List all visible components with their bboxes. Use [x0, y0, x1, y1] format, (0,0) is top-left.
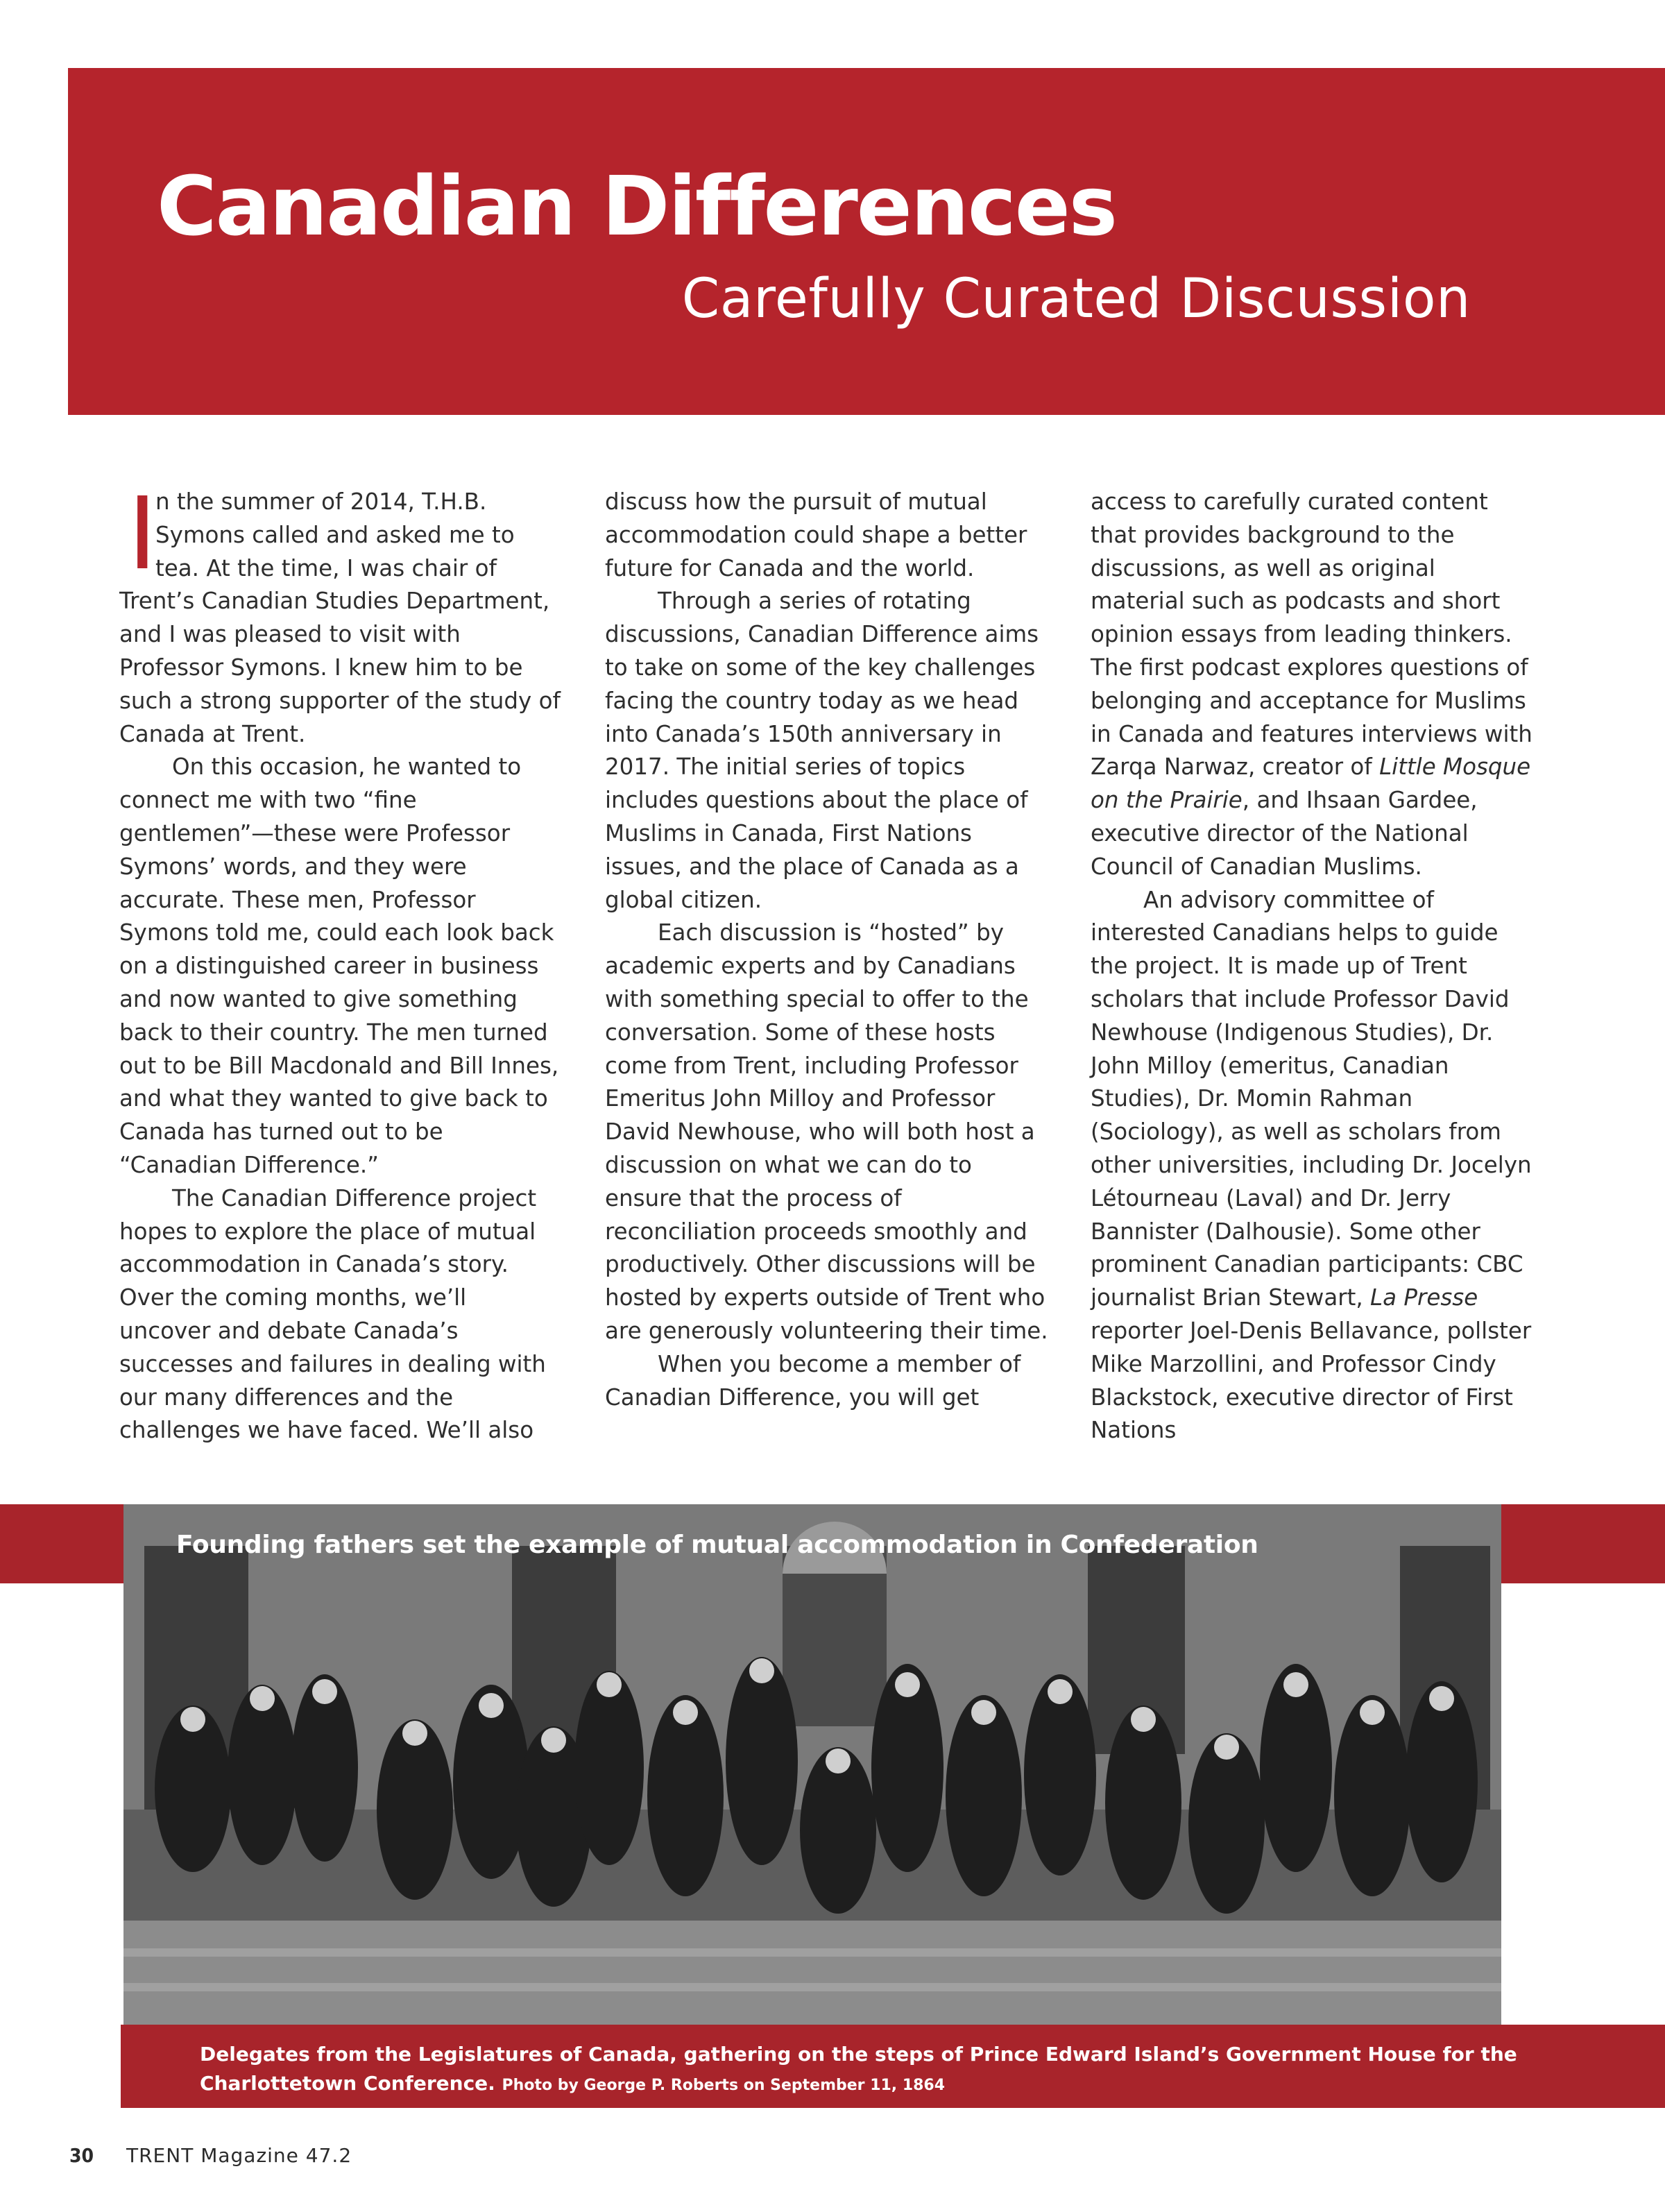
historical-photo — [123, 1504, 1501, 2025]
italic-title: Little Mosque on the Prairie — [1091, 754, 1531, 814]
paragraph: discuss how the pursuit of mutual accommodation could shape a better future for Canada and the world. — [605, 488, 1027, 581]
photo-caption — [200, 2040, 1546, 2100]
italic-title: La Presse — [1370, 1284, 1478, 1311]
article-body — [0, 475, 1665, 1457]
paragraph: The Canadian Difference project hopes to explore the place of mutual accommodation in Canada’s story. Over the coming months, we’ll uncover and debate Canada’s successes and failures in dealing with our many differences and the challenges we have faced. We’ll also — [119, 1184, 546, 1444]
article-column-1 — [119, 475, 563, 1447]
paragraph-text: , and Ihsaan Gardee, executive director of the National Council of Canadian Muslims. — [1091, 787, 1478, 880]
paragraph — [1091, 486, 1535, 884]
paragraph: Through a series of rotating discussions, Canadian Difference aims to take on some of the key challenges facing the country today as we head into Canada’s 150th anniversary in 2017. The initial series of topics includes questions about the place of Muslims in Canada, First Nations issues, and the place of Canada as a global citizen. — [605, 588, 1039, 913]
photo-credit: Photo by George P. Roberts on September 11, 1864 — [502, 2077, 946, 2094]
page-subtitle: Carefully Curated Discussion — [681, 268, 1471, 330]
page-title: Canadian Differences — [157, 158, 1117, 254]
article-column-3 — [1091, 486, 1535, 1447]
paragraph-text: access to carefully curated content that provides background to the discussions, as well as original material such as podcasts and short opinion essays from leading thinkers. The first podcast explores questions of belonging and acceptance for Muslims in Canada and features interviews with Zarqa Narwaz, creator of — [1091, 488, 1532, 781]
paragraph — [119, 475, 563, 751]
paragraph: When you become a member of Canadian Difference, you will get — [605, 1350, 1021, 1411]
magazine-name: TRENT Magazine 47.2 — [126, 2144, 352, 2167]
paragraph-text: reporter Joel-Denis Bellavance, pollster Mike Marzollini, and Professor Cindy Blackstock, executive director of First Nations — [1091, 1317, 1532, 1444]
paragraph — [1091, 884, 1535, 1448]
paragraph: Each discussion is “hosted” by academic experts and by Canadians with something special to offer to the conversation. Some of these hosts come from Trent, including Professor Emeritus John Milloy and Professor David Newhouse, who will both host a discussion on what we can do to ensure that the process of reconciliation proceeds smoothly and productively. Other discussions will be hosted by experts outside of Trent who are generously volunteering their time. — [605, 919, 1048, 1344]
paragraph-text: An advisory committee of interested Canadians helps to guide the project. It is made up of Trent scholars that include Professor David Newhouse (Indigenous Studies), Dr. John Milloy (emeritus, Canadian Studies), Dr. Momin Rahman (Sociology), as well as scholars from other universities, including Dr. Jocelyn Létourneau (Laval) and Dr. Jerry Bannister (Dalhousie). Some other prominent Canadian participants: CBC journalist Brian Stewart, — [1091, 886, 1532, 1311]
article-column-2 — [605, 486, 1049, 1414]
caption-text: Delegates from the Legislatures of Canada, gathering on the steps of Prince Edward Island’s Government House for the Charlottetown Conference. — [200, 2043, 1517, 2095]
drop-cap: I — [128, 475, 157, 592]
paragraph: On this occasion, he wanted to connect me with two “fine gentlemen”—these were Professor Symons’ words, and they were accurate. These men, Professor Symons told me, could each look back on a distinguished career in business and now wanted to give something back to their country. The men turned out to be Bill Macdonald and Bill Innes, and what they wanted to give back to Canada has turned out to be “Canadian Difference.” — [119, 754, 559, 1178]
photo-headline: Founding fathers set the example of mutual accommodation in Confederation — [176, 1531, 1258, 1559]
page-number: 30 — [69, 2144, 94, 2167]
paragraph-text: n the summer of 2014, T.H.B. Symons called and asked me to tea. At the time, I was chair of Trent’s Canadian Studies Department, and I was pleased to visit with Professor Symons. I knew him to be such a strong supporter of the study of Canada at Trent. — [119, 488, 561, 747]
photo-illustration — [123, 1504, 1501, 2025]
